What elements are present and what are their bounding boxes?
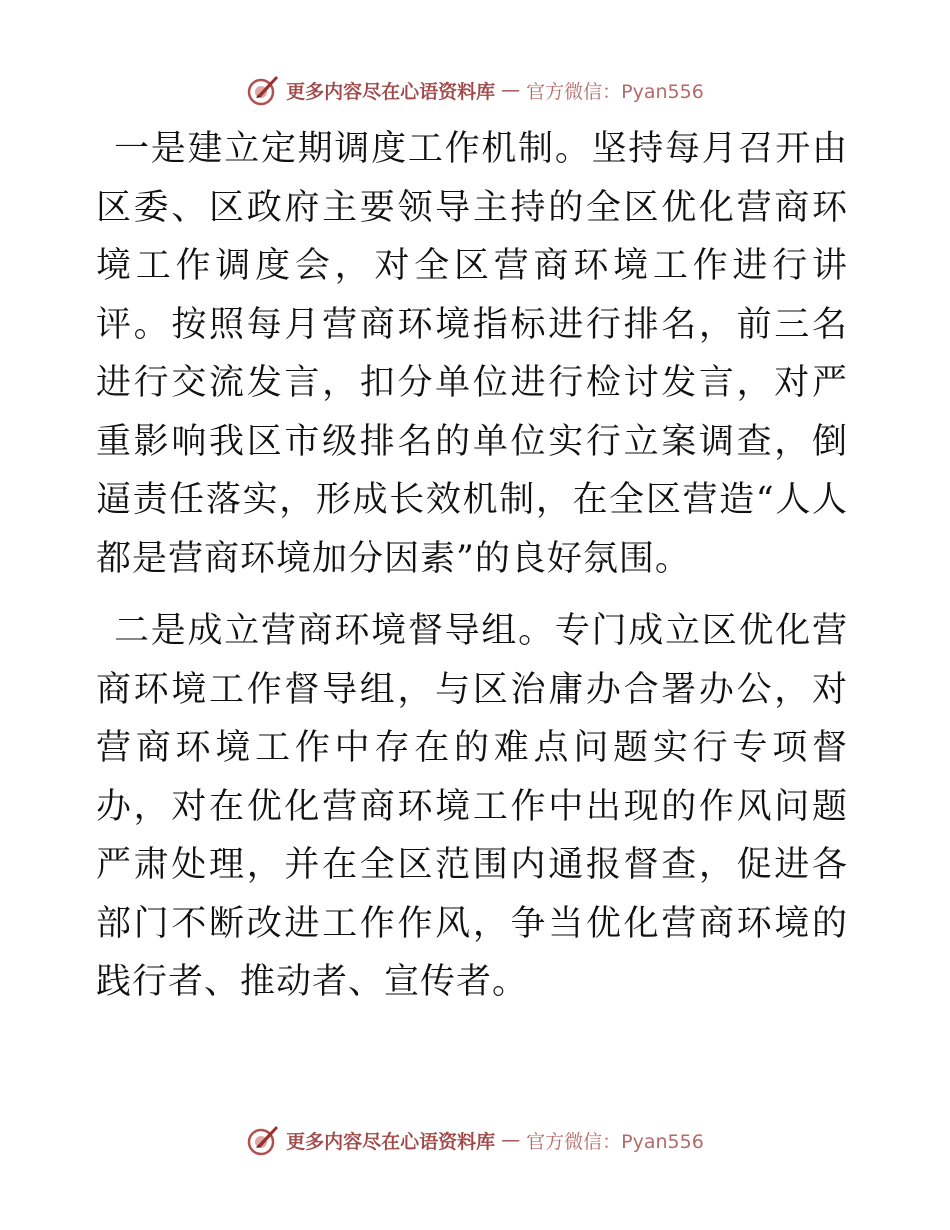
- paragraph-2: 二是成立营商环境督导组。专门成立区优化营商环境工作督导组，与区治庸办合署办公，对营商环境工作中存在的难点问题实行专项督办，对在优化营商环境工作中出现的作风问题严肃处理，并在全区范围内通报督查，促进各部门不断改进工作作风，争当优化营商环境的践行者、推动者、宣传者。: [96, 611, 848, 1002]
- footer-site-text: 更多内容尽在心语资料库: [286, 1130, 496, 1153]
- footer-contact-text: 官方微信：Pyan556: [526, 1130, 704, 1153]
- footer-dash: —: [501, 1129, 521, 1151]
- header-contact-text: 官方微信：Pyan556: [526, 80, 704, 103]
- header-dash: —: [501, 79, 521, 101]
- header-site-text: 更多内容尽在心语资料库: [286, 80, 496, 103]
- quill-pen-logo-icon: [246, 1123, 280, 1157]
- quill-pen-logo-icon: [246, 73, 280, 107]
- footer-watermark: [0, 1120, 950, 1160]
- header-watermark: [0, 70, 950, 110]
- paragraph-1: 一是建立定期调度工作机制。坚持每月召开由区委、区政府主要领导主持的全区优化营商环境工作调度会，对全区营商环境工作进行讲评。按照每月营商环境指标进行排名，前三名进行交流发言，扣分单位进行检讨发言，对严重影响我区市级排名的单位实行立案调查，倒逼责任落实，形成长效机制，在全区营造“人人都是营商环境加分因素”的良好氛围。: [96, 129, 848, 579]
- document-body: [96, 120, 848, 1012]
